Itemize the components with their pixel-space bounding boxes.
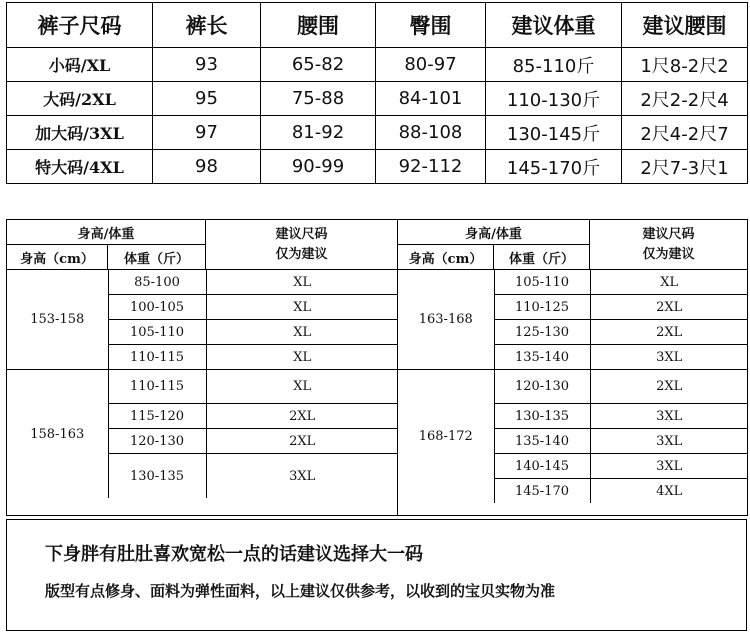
suggest-size: 3XL <box>590 404 748 429</box>
weight-range: 105-110 <box>108 320 206 345</box>
table-row <box>7 150 748 184</box>
height-range: 168-172 <box>398 370 494 504</box>
right-height-header: 身高（cm） <box>398 245 494 270</box>
hip-value: 92-112 <box>376 150 486 184</box>
left-group-header: 身高/体重 <box>7 220 206 245</box>
weight-value: 110-130斤 <box>486 82 622 116</box>
weight-range: 100-105 <box>108 295 206 320</box>
waist-value: 90-99 <box>261 150 376 184</box>
weight-value: 130-145斤 <box>486 116 622 150</box>
group-header-row <box>7 220 748 245</box>
suggest-size: 2XL <box>590 295 748 320</box>
weight-value: 145-170斤 <box>486 150 622 184</box>
right-block <box>398 270 748 503</box>
suggest-size: 2XL <box>206 429 398 454</box>
waist-suggest-value: 2尺7-3尺1 <box>622 150 748 184</box>
length-value: 93 <box>153 48 261 82</box>
height-range: 163-168 <box>398 270 494 370</box>
suggest-size: XL <box>590 270 748 295</box>
suggest-header-line1: 建议尺码 <box>642 226 695 242</box>
note-fabric-disclaimer: 版型有点修身、面料为弹性面料，以上建议仅供参考，以收到的宝贝实物为准 <box>45 582 556 600</box>
weight-value: 85-110斤 <box>486 48 622 82</box>
left-height-header: 身高（cm） <box>7 245 108 270</box>
suggest-size: 2XL <box>206 404 398 429</box>
size-name: 大码/2XL <box>7 82 153 116</box>
weight-range: 120-130 <box>494 370 590 404</box>
left-suggest-header <box>206 220 398 270</box>
header-hip: 臀围 <box>376 3 486 48</box>
length-value: 97 <box>153 116 261 150</box>
weight-range: 135-140 <box>494 345 590 370</box>
length-value: 95 <box>153 82 261 116</box>
size-name: 加大码/3XL <box>7 116 153 150</box>
suggest-size: 2XL <box>590 320 748 345</box>
weight-range: 85-100 <box>108 270 206 295</box>
suggest-size: XL <box>206 370 398 404</box>
hip-value: 88-108 <box>376 116 486 150</box>
header-suggested-waist: 建议腰围 <box>622 3 748 48</box>
waist-suggest-value: 1尺8-2尺2 <box>622 48 748 82</box>
weight-range: 130-135 <box>108 454 206 499</box>
left-weight-header: 体重（斤） <box>108 245 206 270</box>
height-weight-table <box>6 219 748 516</box>
weight-range: 105-110 <box>494 270 590 295</box>
suggest-header-line2: 仅为建议 <box>642 246 695 262</box>
header-suggested-weight: 建议体重 <box>486 3 622 48</box>
table-row <box>398 270 748 295</box>
waist-suggest-value: 2尺4-2尺7 <box>622 116 748 150</box>
weight-range: 115-120 <box>108 404 206 429</box>
suggest-header-line2: 仅为建议 <box>275 246 328 262</box>
right-group-header: 身高/体重 <box>398 220 590 245</box>
table-row <box>7 48 748 82</box>
suggest-size: 3XL <box>590 429 748 454</box>
weight-range: 145-170 <box>494 479 590 504</box>
table-row <box>7 82 748 116</box>
height-range: 153-158 <box>7 270 108 370</box>
header-size: 裤子尺码 <box>7 3 153 48</box>
weight-range: 120-130 <box>108 429 206 454</box>
right-weight-header: 体重（斤） <box>494 245 590 270</box>
weight-range: 125-130 <box>494 320 590 345</box>
notes-box <box>6 519 747 631</box>
weight-range: 110-125 <box>494 295 590 320</box>
hip-value: 84-101 <box>376 82 486 116</box>
suggest-size: XL <box>206 295 398 320</box>
size-name: 特大码/4XL <box>7 150 153 184</box>
size-chart-table <box>6 2 748 184</box>
weight-range: 110-115 <box>108 345 206 370</box>
table-row <box>398 370 748 404</box>
header-length: 裤长 <box>153 3 261 48</box>
hip-value: 80-97 <box>376 48 486 82</box>
weight-range: 140-145 <box>494 454 590 479</box>
waist-value: 65-82 <box>261 48 376 82</box>
waist-value: 81-92 <box>261 116 376 150</box>
weight-range: 135-140 <box>494 429 590 454</box>
suggest-size: XL <box>206 345 398 370</box>
table-row <box>7 370 398 404</box>
suggest-size: 2XL <box>590 370 748 404</box>
waist-value: 75-88 <box>261 82 376 116</box>
weight-range: 130-135 <box>494 404 590 429</box>
waist-suggest-value: 2尺2-2尺4 <box>622 82 748 116</box>
suggest-size: 3XL <box>206 454 398 499</box>
suggest-size: XL <box>206 270 398 295</box>
table-row <box>7 270 398 295</box>
header-waist: 腰围 <box>261 3 376 48</box>
height-range: 158-163 <box>7 370 108 499</box>
size-chart-header-row <box>7 3 748 48</box>
weight-range: 110-115 <box>108 370 206 404</box>
suggest-size: 4XL <box>590 479 748 504</box>
suggest-size: 3XL <box>590 345 748 370</box>
table-row <box>7 116 748 150</box>
length-value: 98 <box>153 150 261 184</box>
right-suggest-header <box>590 220 748 270</box>
suggest-size: XL <box>206 320 398 345</box>
left-block <box>7 270 398 498</box>
suggest-header-line1: 建议尺码 <box>275 226 328 242</box>
size-name: 小码/XL <box>7 48 153 82</box>
suggest-size: 3XL <box>590 454 748 479</box>
note-size-advice: 下身胖有肚肚喜欢宽松一点的话建议选择大一码 <box>45 544 423 565</box>
